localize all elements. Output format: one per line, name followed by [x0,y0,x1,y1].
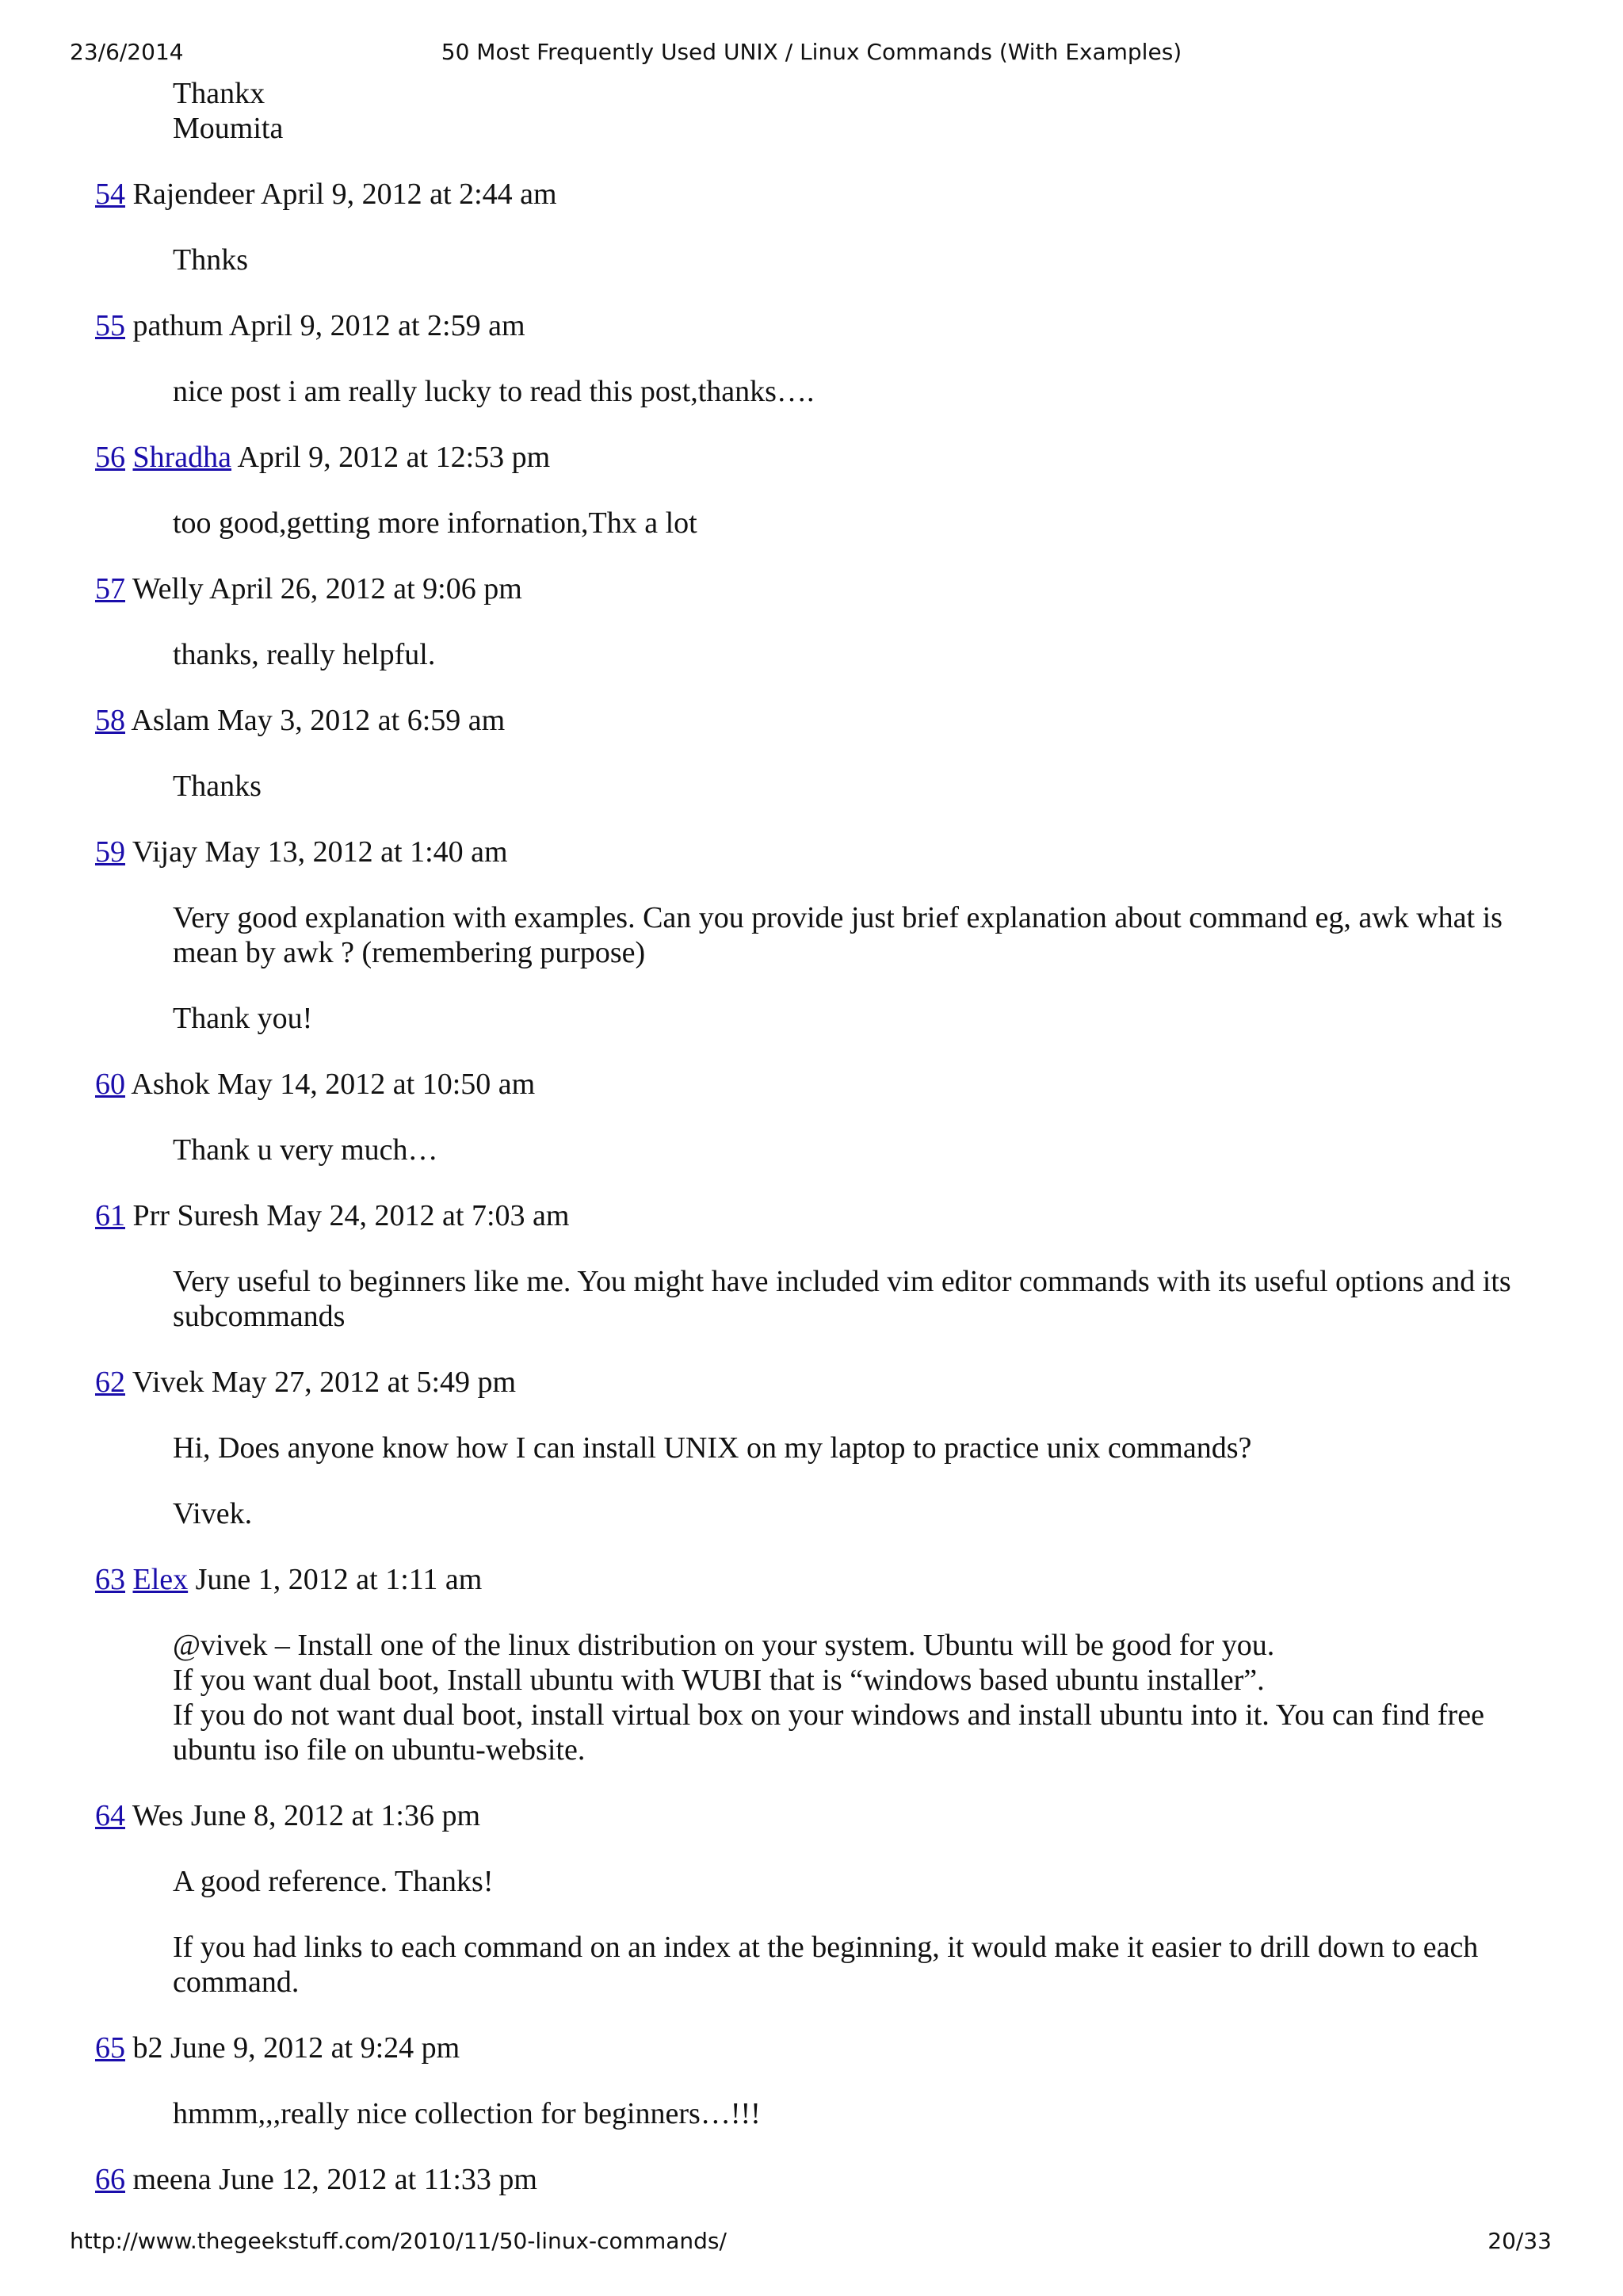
comment-date: May 3, 2012 at 6:59 am [217,704,506,737]
comment-body [173,900,1553,1036]
comment-meta [95,571,1553,606]
comment-body [173,1431,1553,1531]
comment [95,1562,1553,1767]
comment-meta [95,308,1553,343]
comment-body [173,637,1553,672]
comment-meta [95,835,1553,869]
comment-meta [95,703,1553,738]
comment-meta [95,1365,1553,1400]
comment-paragraph: If you had links to each command on an index at the beginning, it would make it easier to drill down to each command. [173,1931,1479,1999]
comment-meta [95,177,1553,212]
comment [95,1365,1553,1531]
continued-comment-body [173,76,1553,146]
comment [95,1798,1553,2000]
comment-paragraph: Thanks [173,770,262,803]
print-url: http://www.thegeekstuff.com/2010/11/50-linux-commands/ [70,2228,727,2254]
comment [95,2030,1553,2131]
comment-date: June 12, 2012 at 11:33 pm [219,2163,537,2196]
comment [95,835,1553,1036]
comment-permalink[interactable]: 63 [95,1563,125,1596]
comment-date: May 27, 2012 at 5:49 pm [211,1366,517,1399]
comment-paragraph: Very useful to beginners like me. You might have included vim editor commands with its useful options and its subcommands [173,1265,1511,1333]
comment-author: Wes [132,1799,184,1832]
comment-author-link[interactable]: Shradha [132,441,232,474]
comment-paragraph: Hi, Does anyone know how I can install UNIX on my laptop to practice unix commands? [173,1431,1252,1465]
comment-date: June 9, 2012 at 9:24 pm [170,2031,460,2065]
comment-author: Vivek [132,1366,204,1399]
comment-author: b2 [132,2031,163,2065]
comment-line: If you do not want dual boot, install virtual box on your windows and install ubuntu into it. You can find free ubuntu iso file on ubuntu-website. [173,1698,1484,1767]
comment-permalink[interactable]: 62 [95,1366,125,1399]
comment-body [173,1133,1553,1167]
comment-meta [95,2162,1553,2197]
comment-body [173,1864,1553,2000]
comment-permalink[interactable]: 54 [95,178,125,211]
comment-line: @vivek – Install one of the linux distribution on your system. Ubuntu will be good for you. [173,1629,1275,1662]
comment-paragraph: Very good explanation with examples. Can you provide just brief explanation about command eg, awk what is mean by awk ? (remembering purpose) [173,901,1503,969]
comment-permalink[interactable]: 64 [95,1799,125,1832]
comment-date: May 13, 2012 at 1:40 am [204,835,508,869]
comment-body [173,769,1553,804]
comment-body [173,1628,1553,1767]
comment-permalink[interactable]: 58 [95,704,125,737]
comment-author: Rajendeer [132,178,255,211]
comment-meta [95,440,1553,475]
comment-permalink[interactable]: 60 [95,1068,125,1101]
comment-permalink[interactable]: 59 [95,835,125,869]
comment-author: Vijay [132,835,197,869]
comment-body [173,1264,1553,1334]
comment-paragraph: too good,getting more infornation,Thx a lot [173,506,697,540]
comment-paragraph: nice post i am really lucky to read this post,thanks…. [173,375,815,408]
comment-meta [95,1067,1553,1102]
comment-author: Prr Suresh [132,1199,259,1232]
comment-body [173,2096,1553,2131]
comment-date: April 26, 2012 at 9:06 pm [209,572,522,606]
comment-paragraph: Thank u very much… [173,1133,438,1167]
comment [95,571,1553,672]
comment-line: If you want dual boot, Install ubuntu with WUBI that is “windows based ubuntu installer”. [173,1664,1265,1697]
comment [95,703,1553,804]
comment [95,177,1553,277]
comment-body [173,374,1553,409]
comment-line: Moumita [173,112,284,145]
comment-author: pathum [132,309,223,342]
comment-permalink[interactable]: 65 [95,2031,125,2065]
comment-author: Welly [132,572,204,606]
comment-meta [95,2030,1553,2065]
comment [95,308,1553,409]
comment-body [173,243,1553,277]
comment [95,2162,1553,2197]
comment-meta [95,1798,1553,1833]
comment-permalink[interactable]: 66 [95,2163,125,2196]
comment-date: June 1, 2012 at 1:11 am [195,1563,483,1596]
comment [95,440,1553,541]
comment-paragraph: Vivek. [173,1497,253,1530]
comment-date: April 9, 2012 at 12:53 pm [237,441,551,474]
comment-meta [95,1198,1553,1233]
comment-date: May 24, 2012 at 7:03 am [266,1199,570,1232]
comment-date: April 9, 2012 at 2:59 am [228,309,525,342]
comment-permalink[interactable]: 61 [95,1199,125,1232]
comment-author: Aslam [131,704,210,737]
comment-paragraph: thanks, really helpful. [173,638,436,671]
comment-permalink[interactable]: 55 [95,309,125,342]
print-page-title: 50 Most Frequently Used UNIX / Linux Commands (With Examples) [441,39,1182,65]
comment-paragraph: hmmm,,,really nice collection for beginners…!!! [173,2097,761,2130]
comment-author: meena [132,2163,212,2196]
comment-paragraph: Thnks [173,243,248,277]
comment-meta [95,1562,1553,1597]
comment-date: May 14, 2012 at 10:50 am [217,1068,536,1101]
print-page-number: 20/33 [1487,2228,1552,2254]
comment-author-link[interactable]: Elex [132,1563,189,1596]
comment-date: June 8, 2012 at 1:36 pm [190,1799,481,1832]
comment-body [173,506,1553,541]
comment-author: Ashok [131,1068,210,1101]
comment-paragraph: Thank you! [173,1002,313,1035]
comment-line: Thankx [173,77,265,110]
comment [95,1198,1553,1334]
comment [95,1067,1553,1167]
comment-paragraph [173,1628,1553,1767]
comment-paragraph: A good reference. Thanks! [173,1865,494,1898]
comment-permalink[interactable]: 57 [95,572,125,606]
comments-section [95,76,1553,2197]
comment-permalink[interactable]: 56 [95,441,125,474]
print-date: 23/6/2014 [70,39,184,65]
comment-date: April 9, 2012 at 2:44 am [260,178,557,211]
